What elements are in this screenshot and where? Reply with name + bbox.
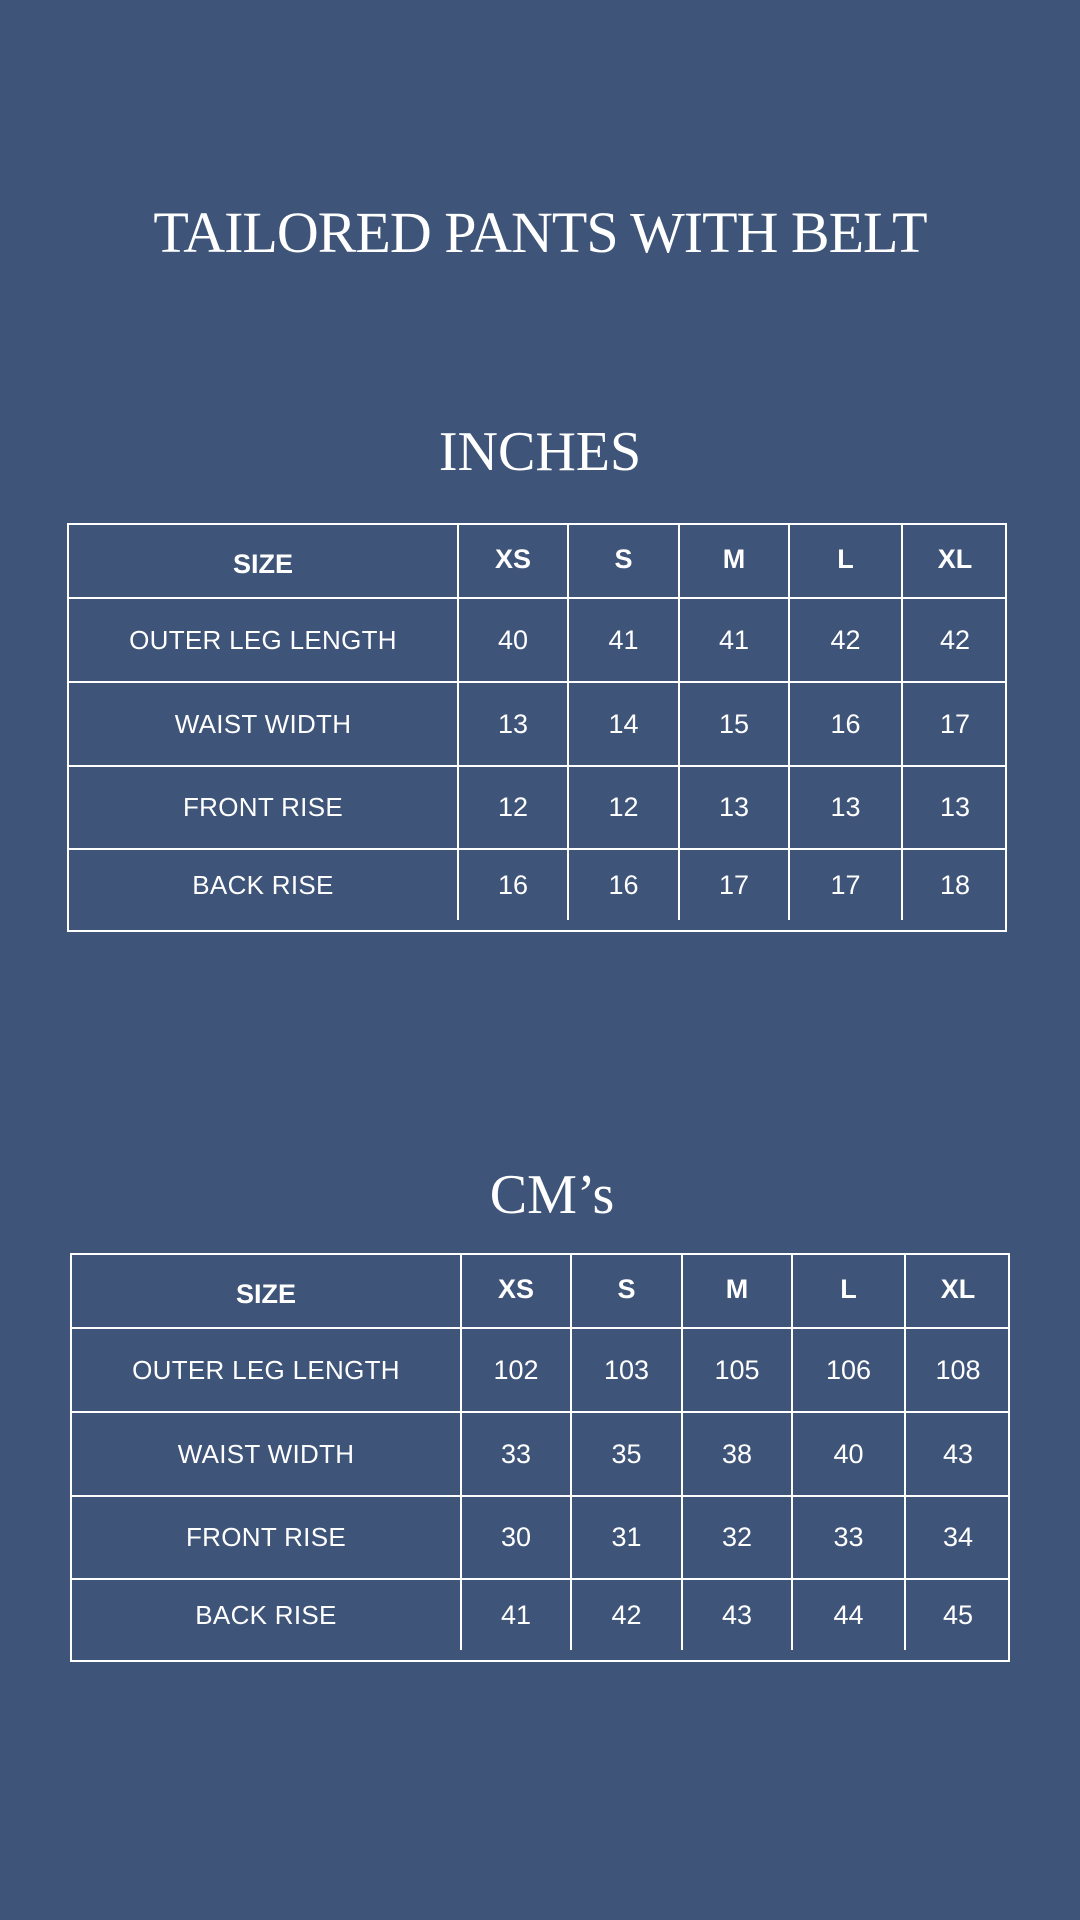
table-cell (459, 599, 569, 683)
size-header-text: L (837, 543, 854, 574)
measurement-value: 40 (497, 624, 529, 655)
measurement-label: FRONT RISE (186, 1522, 346, 1552)
size-header-s (572, 1255, 683, 1329)
measurement-label: BACK RISE (192, 869, 334, 900)
size-header-text: M (725, 1273, 749, 1304)
table-cell (459, 683, 569, 767)
table-row-label (72, 1497, 462, 1580)
measurement-value: 16 (830, 708, 861, 739)
measurement-label: BACK RISE (195, 1599, 337, 1630)
measurement-value: 13 (718, 792, 750, 822)
table-cell (906, 1497, 1010, 1580)
measurement-value: 12 (608, 792, 639, 822)
measurement-value: 15 (718, 708, 750, 739)
size-header-xs (459, 525, 569, 599)
measurement-value: 17 (830, 869, 861, 900)
size-header-s (569, 525, 680, 599)
size-header-text: M (722, 543, 746, 574)
table-cell (903, 767, 1007, 850)
page-title: TAILORED PANTS WITH BELT (153, 200, 927, 265)
table-cell (793, 1329, 906, 1413)
table-cell (906, 1580, 1010, 1650)
measurement-value: 16 (608, 869, 639, 900)
table-cell (903, 850, 1007, 920)
size-header-l (793, 1255, 906, 1329)
measurement-value: 43 (721, 1599, 753, 1630)
measurement-value: 41 (608, 624, 639, 655)
table-cell (903, 599, 1007, 683)
table-cell (569, 850, 680, 920)
table-cell (683, 1497, 793, 1580)
measurement-value: 102 (493, 1354, 539, 1385)
measurement-value: 103 (603, 1354, 650, 1385)
measurement-value: 40 (833, 1438, 864, 1469)
measurement-value: 32 (721, 1522, 753, 1552)
measurement-label: WAIST WIDTH (177, 1438, 355, 1469)
table-cell (462, 1580, 572, 1650)
measurement-value: 17 (718, 869, 750, 900)
measurement-value: 17 (939, 708, 971, 739)
measurement-value: 30 (500, 1522, 532, 1552)
measurement-value: 34 (942, 1522, 974, 1552)
measurement-label: OUTER LEG LENGTH (132, 1354, 400, 1385)
table-cell (793, 1580, 906, 1650)
table-cell (569, 683, 680, 767)
table-cell (790, 683, 903, 767)
measurement-value: 43 (942, 1438, 974, 1469)
measurement-value: 42 (611, 1599, 642, 1630)
table-cell (680, 599, 790, 683)
table-cell (683, 1413, 793, 1497)
size-header-text: XS (494, 543, 532, 574)
measurement-value: 41 (718, 624, 750, 655)
measurement-value: 44 (833, 1599, 864, 1630)
measurement-value: 105 (714, 1354, 760, 1385)
measurement-label: WAIST WIDTH (174, 708, 352, 739)
measurement-value: 42 (830, 624, 861, 655)
size-column-header (72, 1255, 462, 1329)
size-header-text: S (617, 1273, 636, 1304)
measurement-value: 31 (611, 1522, 642, 1552)
measurement-value: 16 (497, 869, 529, 900)
measurement-label: OUTER LEG LENGTH (129, 624, 397, 655)
size-header-text: XL (937, 543, 973, 574)
size-header-text: XL (940, 1273, 976, 1304)
size-header-m (683, 1255, 793, 1329)
table-cell (790, 599, 903, 683)
table-row-label (69, 767, 459, 850)
measurement-value: 41 (500, 1599, 532, 1630)
table-row-label (72, 1329, 462, 1413)
size-header-text: L (840, 1273, 857, 1304)
table-cell (572, 1580, 683, 1650)
cm-size-table (70, 1253, 1010, 1662)
measurement-value: 13 (830, 792, 861, 822)
table-cell (793, 1497, 906, 1580)
measurement-value: 14 (608, 708, 639, 739)
size-column-header (69, 525, 459, 599)
table-cell (680, 850, 790, 920)
inches-size-table (67, 523, 1007, 932)
size-header-text: S (614, 543, 633, 574)
table-cell (790, 850, 903, 920)
measurement-value: 12 (497, 792, 529, 822)
size-header-xl (903, 525, 1007, 599)
size-header-label: SIZE (232, 548, 293, 579)
table-cell (462, 1497, 572, 1580)
table-cell (462, 1329, 572, 1413)
measurement-value: 38 (721, 1438, 753, 1469)
table-cell (790, 767, 903, 850)
table-cell (680, 683, 790, 767)
table-cell (462, 1413, 572, 1497)
size-header-m (680, 525, 790, 599)
size-header-xs (462, 1255, 572, 1329)
cm-section-title: CM’s (489, 1164, 615, 1226)
table-cell (683, 1580, 793, 1650)
measurement-label: FRONT RISE (183, 792, 343, 822)
measurement-value: 45 (942, 1599, 974, 1630)
table-row-label (69, 599, 459, 683)
table-cell (459, 767, 569, 850)
table-cell (906, 1329, 1010, 1413)
table-cell (569, 599, 680, 683)
size-header-xl (906, 1255, 1010, 1329)
measurement-value: 13 (939, 792, 971, 822)
table-cell (569, 767, 680, 850)
table-cell (903, 683, 1007, 767)
table-cell (683, 1329, 793, 1413)
table-cell (572, 1329, 683, 1413)
measurement-value: 18 (939, 869, 971, 900)
table-row-label (72, 1580, 462, 1650)
measurement-value: 33 (833, 1522, 864, 1552)
measurement-value: 13 (497, 708, 529, 739)
table-cell (906, 1413, 1010, 1497)
size-header-label: SIZE (235, 1278, 296, 1309)
measurement-value: 42 (939, 624, 971, 655)
measurement-value: 33 (500, 1438, 532, 1469)
table-cell (572, 1497, 683, 1580)
table-cell (793, 1413, 906, 1497)
table-row-label (72, 1413, 462, 1497)
size-header-l (790, 525, 903, 599)
measurement-value: 108 (935, 1354, 981, 1385)
table-cell (680, 767, 790, 850)
table-cell (459, 850, 569, 920)
table-row-label (69, 683, 459, 767)
table-cell (572, 1413, 683, 1497)
measurement-value: 35 (611, 1438, 642, 1469)
size-header-text: XS (497, 1273, 535, 1304)
inches-section-title: INCHES (438, 421, 642, 483)
measurement-value: 106 (825, 1354, 872, 1385)
table-row-label (69, 850, 459, 920)
